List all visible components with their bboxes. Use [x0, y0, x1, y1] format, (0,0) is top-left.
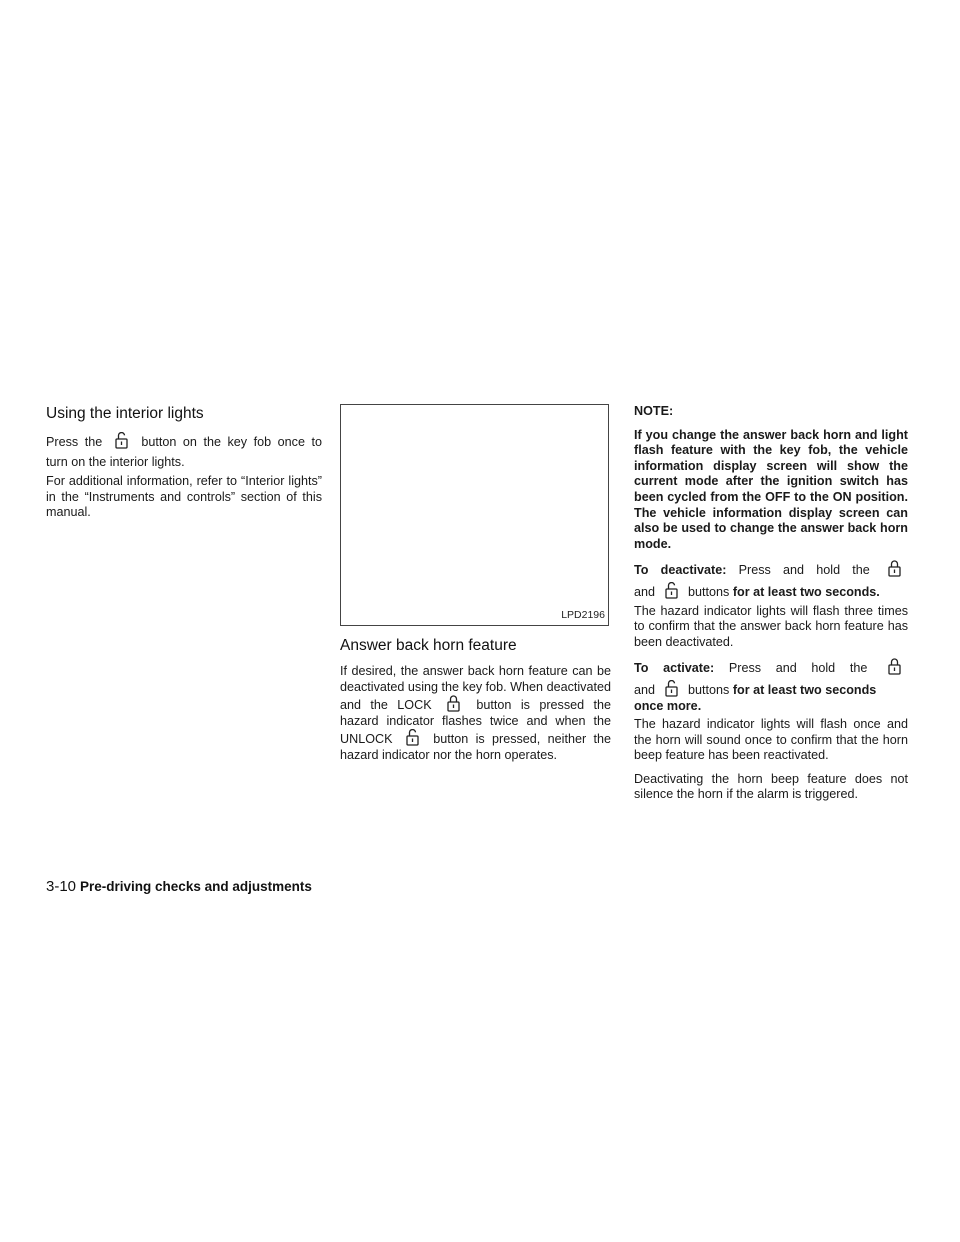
- note-label: NOTE:: [634, 404, 674, 418]
- answer-back-line3: [340, 695, 611, 714]
- column-middle: [340, 404, 611, 764]
- activate-result: The hazard indicator lights will flash once and the horn will sound once to confirm that the horn beep feature has been reactivated.: [634, 717, 908, 763]
- text-unlock: UNLOCK: [340, 732, 393, 747]
- answer-back-line2: deactivated using the key fob. When deactivated: [340, 679, 611, 694]
- text-and: and: [634, 584, 656, 599]
- deactivate-line1: [634, 560, 908, 579]
- answer-back-line4: hazard indicator flashes twice and when the: [340, 713, 611, 728]
- unlock-icon: [663, 582, 681, 599]
- key-fob-figure: [340, 404, 609, 626]
- text-button-pressed: button is pressed the: [476, 698, 612, 713]
- activate-line2: [634, 680, 908, 714]
- activate-duration: for at least two seconds once more.: [634, 682, 877, 713]
- figure-label: LPD2196: [561, 609, 605, 622]
- unlock-icon: [113, 432, 131, 449]
- text-press-hold: Press and hold the: [738, 563, 870, 578]
- interior-lights-reference: For additional information, refer to “Interior lights” in the “Instruments and controls” section of this manual.: [46, 474, 322, 520]
- note-body: If you change the answer back horn and light flash feature with the key fob, the vehicle information display screen will show the current mode after the ignition switch has been cycled from the OFF to the ON position. The vehicle information display screen can also be used to change the answer back horn mode.: [634, 427, 908, 551]
- text-and: and: [634, 682, 656, 697]
- answer-back-heading: Answer back horn feature: [340, 637, 517, 654]
- deactivate-result: The hazard indicator lights will flash three times to confirm that the answer back horn feature has been deactivated.: [634, 603, 908, 649]
- page-number: 3-10: [46, 878, 77, 895]
- interior-lights-line2: turn on the interior lights.: [46, 454, 185, 469]
- text-buttons: buttons: [688, 584, 730, 599]
- column-left: [46, 404, 322, 525]
- text-press-hold: Press and hold the: [728, 661, 868, 676]
- deactivate-duration: for at least two seconds.: [732, 584, 880, 599]
- lock-icon: [886, 658, 904, 675]
- section-title: Pre-driving checks and adjustments: [80, 879, 312, 894]
- text-button-on-fob: button on the key fob once to: [141, 435, 323, 449]
- unlock-icon: [663, 680, 681, 697]
- lock-icon: [445, 695, 463, 712]
- activate-final: Deactivating the horn beep feature does not silence the horn if the alarm is triggered.: [634, 771, 908, 802]
- text-buttons: buttons: [688, 682, 730, 697]
- answer-back-line6: hazard indicator nor the horn operates.: [340, 747, 558, 762]
- answer-back-line1: If desired, the answer back horn feature can be: [340, 664, 611, 678]
- answer-back-line5: [340, 729, 611, 748]
- text-press-the: Press the: [46, 435, 103, 449]
- lock-icon: [886, 560, 904, 577]
- text-and-the-lock: and the LOCK: [340, 698, 432, 713]
- deactivate-line2: [634, 582, 908, 601]
- page-footer: [46, 878, 312, 895]
- activate-line1: [634, 658, 908, 677]
- interior-lights-line1: [46, 432, 322, 451]
- unlock-icon: [404, 729, 422, 746]
- interior-lights-heading: Using the interior lights: [46, 405, 204, 422]
- text-neither: button is pressed, neither the: [433, 732, 612, 747]
- deactivate-label: To deactivate:: [634, 563, 727, 578]
- activate-label: To activate:: [634, 661, 715, 676]
- column-right: [634, 404, 908, 807]
